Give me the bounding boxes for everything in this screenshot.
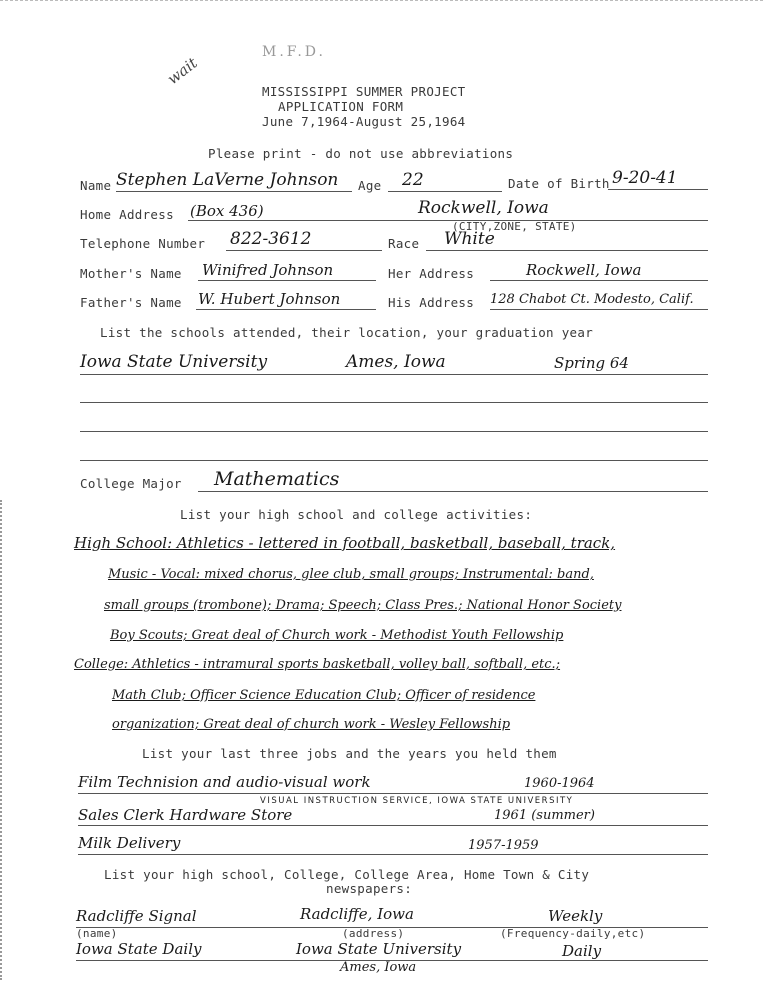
father-label: Father's Name xyxy=(80,295,182,310)
paper-1-name: Radcliffe Signal xyxy=(76,907,197,925)
father-addr-rule xyxy=(490,309,708,310)
father-rule xyxy=(196,309,376,310)
dob-label: Date of Birth xyxy=(508,176,610,191)
activity-line-3: small groups (trombone); Drama; Speech; Class Pres.; National Honor Society xyxy=(104,598,622,613)
dob-rule xyxy=(608,189,708,190)
paper-2-address-city: Ames, Iowa xyxy=(340,960,417,975)
job-1-years: 1960-1964 xyxy=(524,776,595,791)
activity-line-2: Music - Vocal: mixed chorus, glee club, small groups; Instrumental: band, xyxy=(108,567,594,582)
name-value: Stephen LaVerne Johnson xyxy=(116,170,339,190)
schools-rule-3 xyxy=(80,431,708,432)
form-instruction: Please print - do not use abbreviations xyxy=(208,146,514,161)
caption-address: (address) xyxy=(342,927,405,940)
mother-label: Mother's Name xyxy=(80,266,182,281)
phone-value: 822-3612 xyxy=(230,229,312,249)
caption-frequency: (Frequency-daily,etc) xyxy=(500,927,646,940)
mother-value: Winifred Johnson xyxy=(202,261,334,279)
major-value: Mathematics xyxy=(214,468,340,490)
jobs-prompt: List your last three jobs and the years you held them xyxy=(142,746,557,761)
age-label: Age xyxy=(358,178,382,193)
father-value: W. Hubert Johnson xyxy=(198,290,341,308)
phone-label: Telephone Number xyxy=(80,236,206,251)
dob-value: 9-20-41 xyxy=(612,168,678,188)
age-value: 22 xyxy=(402,170,424,190)
father-addr-value: 128 Chabot Ct. Modesto, Calif. xyxy=(490,292,694,307)
home-label: Home Address xyxy=(80,207,174,222)
home-value: (Box 436) xyxy=(190,202,264,220)
school-name: Iowa State University xyxy=(80,352,268,372)
job-2-years: 1961 (summer) xyxy=(494,808,595,823)
race-value: White xyxy=(444,229,495,249)
caption-name: (name) xyxy=(76,927,118,940)
form-title: MISSISSIPPI SUMMER PROJECT xyxy=(262,84,466,99)
mother-addr-rule xyxy=(490,280,708,281)
age-rule xyxy=(388,191,502,192)
school-location: Ames, Iowa xyxy=(346,352,446,372)
activity-line-5: College: Athletics - intramural sports basketball, volley ball, softball, etc.; xyxy=(74,657,561,672)
paper-2-address: Iowa State University xyxy=(296,940,462,958)
major-rule xyxy=(198,491,708,492)
mother-addr-label: Her Address xyxy=(388,266,475,281)
race-rule xyxy=(426,250,708,251)
form-subtitle: APPLICATION FORM xyxy=(278,99,404,114)
school-year: Spring 64 xyxy=(554,354,629,372)
paper-2-frequency: Daily xyxy=(562,942,602,960)
home-city-value: Rockwell, Iowa xyxy=(418,198,549,218)
mother-addr-value: Rockwell, Iowa xyxy=(526,261,642,279)
margin-note: wait xyxy=(163,53,201,89)
paper-1-frequency: Weekly xyxy=(548,907,603,925)
newspapers-prompt-1: List your high school, College, College Area, Home Town & City xyxy=(104,867,590,882)
mother-rule xyxy=(198,280,376,281)
name-label: Name xyxy=(80,178,112,193)
job-3-rule xyxy=(78,854,708,855)
job-2: Sales Clerk Hardware Store xyxy=(78,806,293,824)
job-3-years: 1957-1959 xyxy=(468,838,539,853)
name-rule xyxy=(116,191,352,192)
activity-line-4: Boy Scouts; Great deal of Church work - Methodist Youth Fellowship xyxy=(110,628,564,643)
activity-line-1: High School: Athletics - lettered in football, basketball, baseball, track, xyxy=(74,534,616,552)
schools-rule-4 xyxy=(80,460,708,461)
left-binding-edge xyxy=(0,500,2,980)
schools-rule-2 xyxy=(80,402,708,403)
newspapers-prompt-2: newspapers: xyxy=(326,881,413,896)
paper-1-address: Radcliffe, Iowa xyxy=(300,905,414,923)
paper-2-name: Iowa State Daily xyxy=(76,940,202,958)
schools-prompt: List the schools attended, their location, your graduation year xyxy=(100,325,594,340)
activity-line-6: Math Club; Officer Science Education Club; Officer of residence xyxy=(112,688,536,703)
job-1-note: VISUAL INSTRUCTION SERVICE, IOWA STATE UNIVERSITY xyxy=(260,796,574,806)
job-1-rule xyxy=(78,793,708,794)
job-2-rule xyxy=(78,825,708,826)
top-dashed-edge xyxy=(0,0,763,1)
job-3: Milk Delivery xyxy=(78,834,181,852)
home-city-caption: (CITY,ZONE, STATE) xyxy=(452,220,577,233)
father-addr-label: His Address xyxy=(388,295,475,310)
phone-rule xyxy=(226,250,382,251)
activities-prompt: List your high school and college activities: xyxy=(180,507,533,522)
home-rule xyxy=(188,220,708,221)
activity-line-7: organization; Great deal of church work - Wesley Fellowship xyxy=(112,717,511,732)
faint-stamp: M.F.D. xyxy=(262,44,326,60)
form-dates: June 7,1964-August 25,1964 xyxy=(262,114,466,129)
race-label: Race xyxy=(388,236,420,251)
major-label: College Major xyxy=(80,476,182,491)
schools-rule-1 xyxy=(80,374,708,375)
job-1: Film Technision and audio-visual work xyxy=(78,773,371,791)
